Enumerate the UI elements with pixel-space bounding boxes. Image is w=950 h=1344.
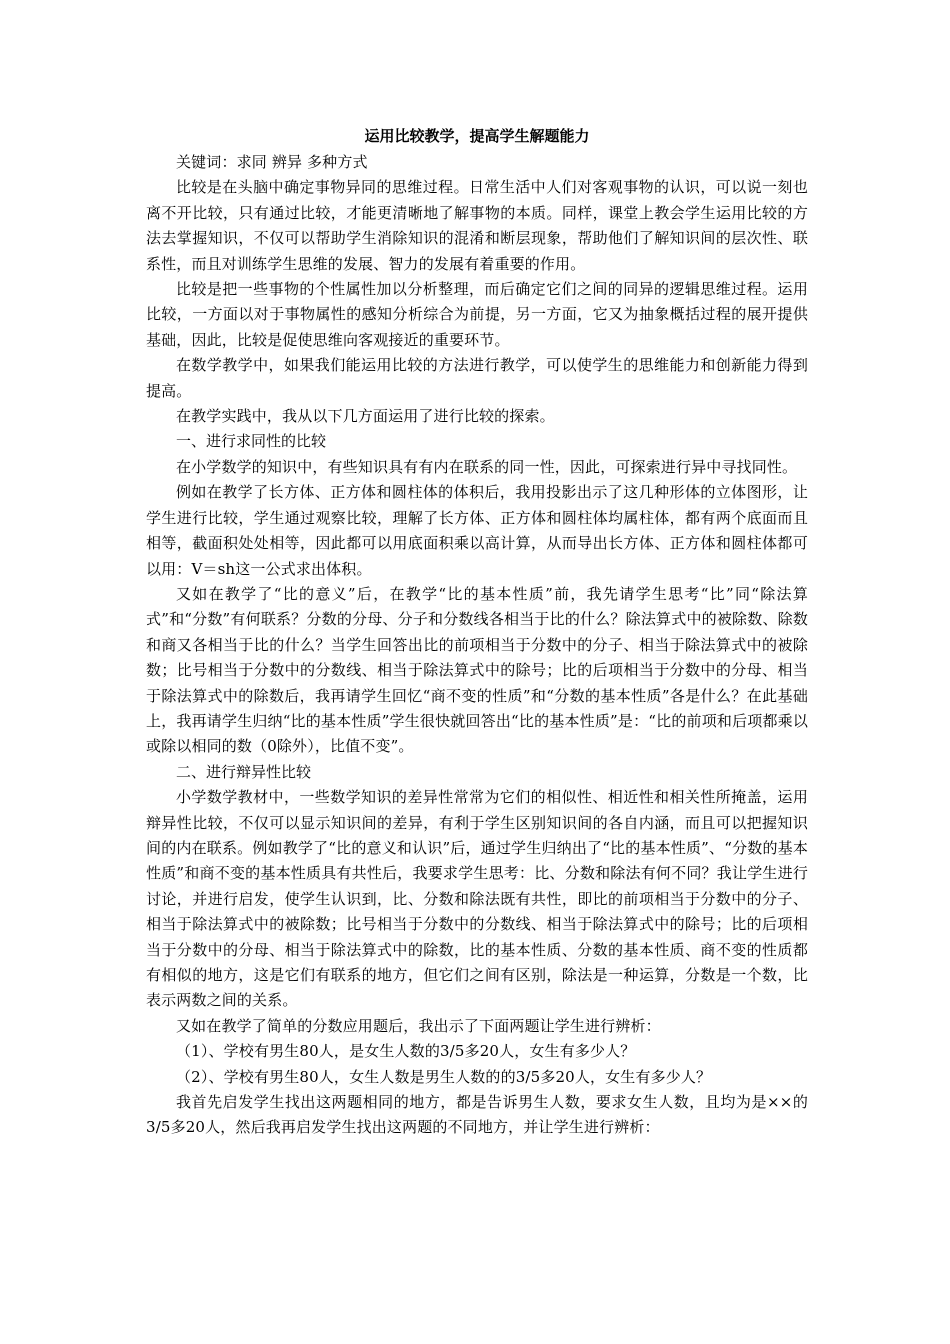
section-2-heading: 二、进行辩异性比较 [176,762,312,781]
intro-paragraph-1: 比较是在头脑中确定事物异同的思维过程。日常生活中人们对客观事物的认识，可以说一刻也离不开比较，只有通过比较，才能更清晰地了解事物的本质。同样，课堂上教会学生运用比较的方法去掌握知识，不仅可以帮助学生消除知识的混淆和断层现象，帮助他们了解知识间的层次性、联系性，而且对训练学生思维的发展、智力的发展有着重要的作用。 [146,178,808,273]
section-1-heading: 一、进行求同性的比较 [176,432,327,451]
intro-paragraph-2: 比较是把一些事物的个性属性加以分析整理，而后确定它们之间的同异的逻辑思维过程。运用比较，一方面以对于事物属性的感知分析综合为前提，另一方面，它又为抽象概括过程的展开提供基础，因此，比较是促使思维向客观接近的重要环节。 [146,280,808,349]
intro-paragraph-3: 在数学教学中，如果我们能运用比较的方法进行教学，可以使学生的思维能力和创新能力得到提高。 [146,356,808,400]
section-1-paragraph-2: 例如在教学了长方体、正方体和圆柱体的体积后，我用投影出示了这几种形体的立体图形，让学生进行比较，学生通过观察比较，理解了长方体、正方体和圆柱体均属柱体，都有两个底面而且相等，截面积处处相等，因此都可以用底面积乘以高计算，从而导出长方体、正方体和圆柱体都可以用：V＝sh这一公式求出体积。 [146,483,808,578]
problem-2: （2）、学校有男生80人，女生人数是男生人数的的3/5多20人，女生有多少人？ [176,1067,712,1086]
document-title: 运用比较教学，提高学生解题能力 [364,127,590,145]
document-page [146,124,808,1141]
keywords-line: 关键词：求同 辨异 多种方式 [176,153,368,171]
problem-1: （1）、学校有男生80人，是女生人数的3/5多20人，女生有多少人？ [176,1042,636,1061]
section-2-paragraph-2: 又如在教学了简单的分数应用题后，我出示了下面两题让学生进行辨析： [176,1016,661,1035]
section-2-paragraph-3: 我首先启发学生找出这两题相同的地方，都是告诉男生人数，要求女生人数，且均为是××的3/5多20人，然后我再启发学生找出这两题的不同地方，并让学生进行辨析： [146,1093,808,1137]
section-1-paragraph-3: 又如在教学了“比的意义”后，在教学“比的基本性质”前，我先请学生思考“比”同“除法算式”和“分数”有何联系？分数的分母、分子和分数线各相当于比的什么？除法算式中的被除数、除数和商又各相当于比的什么？当学生回答出比的前项相当于分数中的分子、相当于除法算式中的被除数；比号相当于分数中的分数线、相当于除法算式中的除号；比的后项相当于分数中的分母、相当于除法算式中的除数后，我再请学生回忆“商不变的性质”和“分数的基本性质”各是什么？在此基础上，我再请学生归纳“比的基本性质”学生很快就回答出“比的基本性质”是：“比的前项和后项都乘以或除以相同的数（0除外），比值不变”。 [146,584,808,756]
intro-paragraph-4: 在教学实践中，我从以下几方面运用了进行比较的探索。 [176,407,555,426]
section-2-paragraph-1: 小学数学教材中，一些数学知识的差异性常常为它们的相似性、相近性和相关性所掩盖，运用辩异性比较，不仅可以显示知识间的差异，有利于学生区别知识间的各自内涵，而且可以把握知识间的内在联系。例如教学了“比的意义和认识”后，通过学生归纳出了“比的基本性质”、“分数的基本性质”和商不变的基本性质具有共性后，我要求学生思考：比、分数和除法有何不同？我让学生进行讨论，并进行启发，使学生认识到，比、分数和除法既有共性，即比的前项相当于分数中的分子、相当于除法算式中的被除数；比号相当于分数中的分数线、相当于除法算式中的除号；比的后项相当于分数中的分母、相当于除法算式中的除数，比的基本性质、分数的基本性质、商不变的性质都有相似的地方，这是它们有联系的地方，但它们之间有区别，除法是一种运算，分数是一个数，比表示两数之间的关系。 [146,788,808,1010]
section-1-paragraph-1: 在小学数学的知识中，有些知识具有有内在联系的同一性，因此，可探索进行异中寻找同性。 [176,457,798,476]
